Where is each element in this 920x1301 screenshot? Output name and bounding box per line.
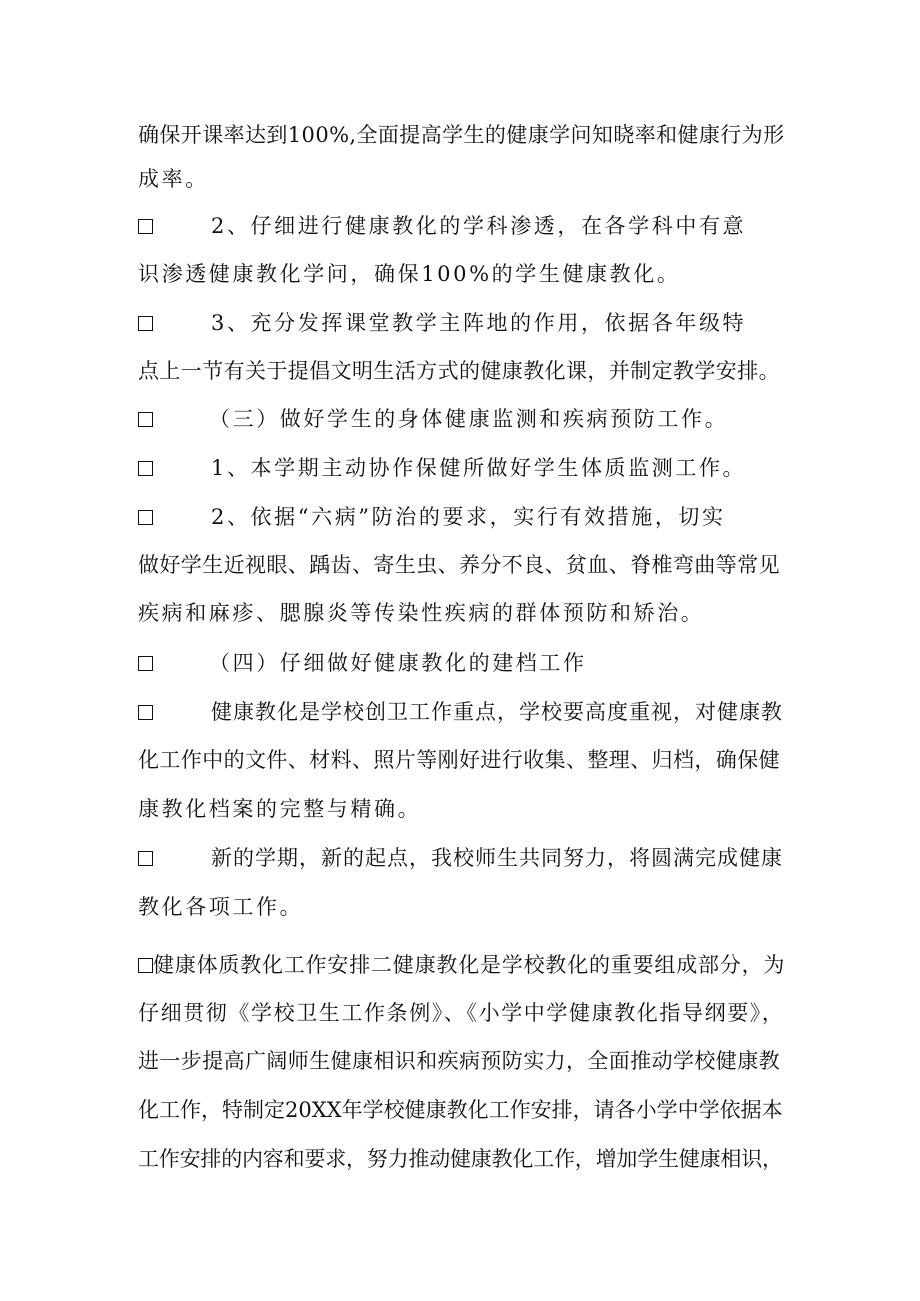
line-text: 3、充分发挥课堂教学主阵地的作用，依据各年级特 (211, 311, 747, 335)
bullet-paragraph (138, 950, 785, 980)
text-line (138, 892, 303, 922)
checkbox-glyph (138, 412, 153, 427)
text-line (138, 794, 421, 824)
line-text: 进一步提高广阔师生健康相识和疾病预防实力，全面推动学校健康教 (138, 1049, 780, 1073)
line-text: 识渗透健康教化学问，确保100%的学生健康教化。 (138, 262, 681, 286)
line-text: 健康教化是学校创卫工作重点，学校要高度重视，对健康教 (211, 700, 783, 724)
line-text: 健康体质教化工作安排二健康教化是学校教化的重要组成部分，为 (153, 953, 786, 977)
checkbox-glyph (138, 510, 153, 525)
bullet-paragraph (138, 697, 783, 727)
checkbox-glyph (138, 656, 153, 671)
text-line (138, 1046, 780, 1076)
line-text: 点上一节有关于提倡文明生活方式的健康教化课，并制定教学安排。 (138, 359, 780, 383)
line-text: 工作安排的内容和要求，努力推动健康教化工作，增加学生健康相识， (138, 1147, 783, 1171)
line-text: 成率。 (138, 167, 209, 191)
text-line (138, 164, 209, 194)
text-line (138, 1095, 783, 1125)
line-text: 教化各项工作。 (138, 895, 304, 919)
checkbox-glyph (138, 958, 153, 973)
checkbox-glyph (138, 851, 153, 866)
text-line (138, 550, 780, 580)
bullet-paragraph (138, 648, 587, 678)
line-text: 2、仔细进行健康教化的学科渗透，在各学科中有意 (211, 214, 747, 238)
text-line (138, 998, 785, 1028)
text-line (138, 356, 780, 386)
line-text: 做好学生近视眼、踽齿、寄生虫、养分不良、贫血、脊椎弯曲等常见 (138, 553, 780, 577)
checkbox-glyph (138, 705, 153, 720)
bullet-paragraph (138, 308, 746, 338)
bullet-paragraph (138, 453, 746, 483)
line-text: 康教化档案的完整与精确。 (138, 797, 422, 821)
text-line (138, 598, 704, 628)
bullet-paragraph (138, 211, 746, 241)
line-text: 确保开课率达到100%,全面提高学生的健康学问知晓率和健康行为形 (138, 123, 785, 147)
checkbox-glyph (138, 219, 153, 234)
line-text: 新的学期，新的起点，我校师生共同努力，将圆满完成健康 (211, 846, 783, 870)
line-text: 2、依据“六病”防治的要求，实行有效措施，切实 (211, 505, 726, 529)
text-line (138, 745, 780, 775)
line-text: 化工作，特制定20XX年学校健康教化工作安排，请各小学中学依据本 (138, 1098, 783, 1122)
line-text: 疾病和麻疹、腮腺炎等传染性疾病的群体预防和矫治。 (138, 601, 705, 625)
text-line (138, 120, 785, 150)
bullet-paragraph (138, 502, 726, 532)
checkbox-glyph (138, 461, 153, 476)
section-heading: （三）做好学生的身体健康监测和疾病预防工作。 (209, 407, 729, 431)
bullet-paragraph (138, 404, 728, 434)
text-line (138, 259, 680, 289)
text-line (138, 1144, 783, 1174)
line-text: 仔细贯彻《学校卫生工作条例》、《小学中学健康教化指导纲要》， (138, 1001, 785, 1025)
checkbox-glyph (138, 316, 153, 331)
bullet-paragraph (138, 843, 783, 873)
line-text: 化工作中的文件、材料、照片等刚好进行收集、整理、归档，确保健 (138, 748, 780, 772)
line-text: 1、本学期主动协作保健所做好学生体质监测工作。 (211, 456, 747, 480)
section-heading: （四）仔细做好健康教化的建档工作 (209, 651, 587, 675)
